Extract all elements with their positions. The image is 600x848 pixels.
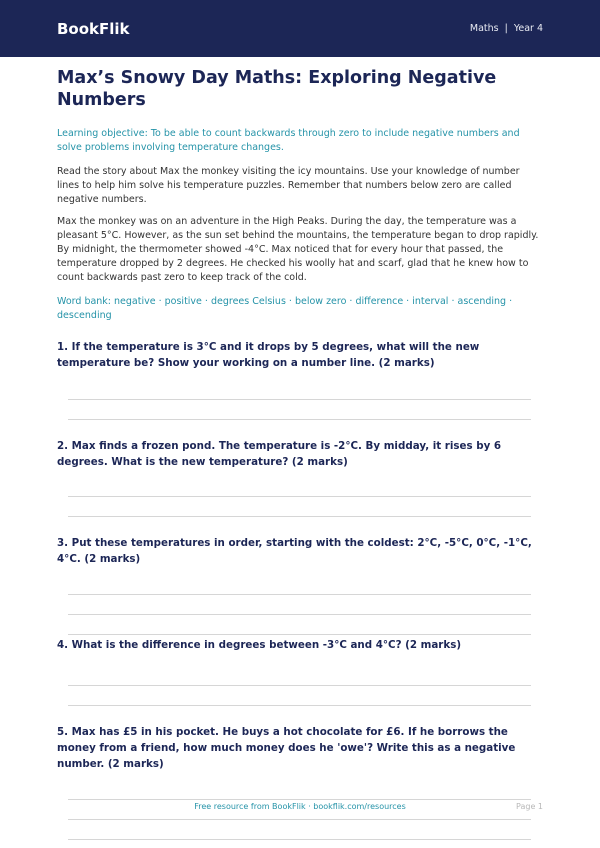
brand-logo-text: BookFlik <box>57 19 130 38</box>
page-footer <box>0 802 600 814</box>
question-text: 5. Max has £5 in his pocket. He buys a hot chocolate for £6. If he borrows the money from a friend, how much money does he 'owe'? Write this as a negative number. (2 marks) <box>57 726 516 770</box>
answer-line[interactable] <box>68 705 531 706</box>
answer-line[interactable] <box>68 819 531 820</box>
question-1 <box>57 339 543 420</box>
question-text: 3. Put these temperatures in order, starting with the coldest: 2°C, -5°C, 0°C, -1°C, 4°C. (2 marks) <box>57 537 532 565</box>
story-paragraph: Max the monkey was on an adventure in the High Peaks. During the day, the temperature was a pleasant 5°C. However, as the sun set behind the mountains, the temperature began to drop rapidly. By midnight, the thermometer showed -4°C. Max noticed that for every hour that passed, the temperature dropped by 2 degrees. He checked his woolly hat and scarf, glad that he knew how to count backwards past zero to keep track of the cold. <box>57 216 539 283</box>
subject-year <box>470 23 543 34</box>
learning-objective: Learning objective: To be able to count backwards through zero to include negative numbers and solve problems involving temperature changes. <box>57 128 520 153</box>
answer-line[interactable] <box>68 634 531 635</box>
answer-line[interactable] <box>68 839 531 840</box>
footer-resource-link[interactable]: Free resource from BookFlik · bookflik.com/resources <box>194 802 406 811</box>
answer-line[interactable] <box>68 399 531 400</box>
word-bank: Word bank: negative · positive · degrees Celsius · below zero · difference · interval · ascending · descending <box>57 296 513 321</box>
subject-label: Maths <box>469 23 499 34</box>
answer-line[interactable] <box>68 419 531 420</box>
question-5 <box>57 724 543 840</box>
question-3 <box>57 535 543 635</box>
answer-line[interactable] <box>68 516 531 517</box>
question-2 <box>57 438 543 517</box>
answer-line[interactable] <box>68 496 531 497</box>
intro-paragraph: Read the story about Max the monkey visiting the icy mountains. Use your knowledge of number lines to help him solve his temperature puzzles. Remember that numbers below zero are called negative numbers. <box>57 166 520 205</box>
meta-separator: | <box>504 23 508 34</box>
question-4 <box>57 637 543 706</box>
question-text: 1. If the temperature is 3°C and it drops by 5 degrees, what will the new temperature be? Show your working on a number line. (2 marks) <box>57 341 480 369</box>
year-label: Year 4 <box>513 23 543 34</box>
answer-line[interactable] <box>68 594 531 595</box>
page-title: Max’s Snowy Day Maths: Exploring Negative Numbers <box>57 68 497 110</box>
answer-line[interactable] <box>68 799 531 800</box>
question-text: 4. What is the difference in degrees between -3°C and 4°C? (2 marks) <box>57 639 462 651</box>
page-number: Page 1 <box>516 802 543 811</box>
page-header <box>0 0 600 57</box>
worksheet-body <box>0 67 600 840</box>
answer-line[interactable] <box>68 614 531 615</box>
question-text: 2. Max finds a frozen pond. The temperature is -2°C. By midday, it rises by 6 degrees. What is the new temperature? (2 marks) <box>57 440 502 468</box>
answer-line[interactable] <box>68 685 531 686</box>
